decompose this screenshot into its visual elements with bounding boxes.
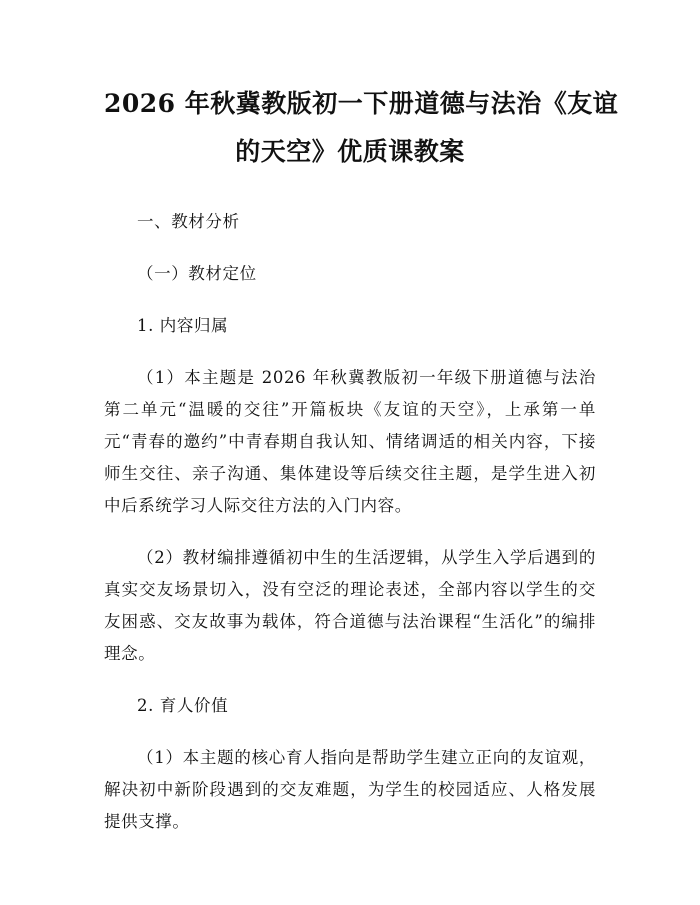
subsection-heading-material-positioning: （一）教材定位	[137, 264, 257, 283]
paragraph-content-attribution-2: （2）教材编排遵循初中生的生活逻辑，从学生入学后遇到的真实交友场景切入，没有空泛的理论表述，全部内容以学生的交友困惑、交友故事为载体，符合道德与法治课程“生活化”的编排理念。	[104, 548, 596, 663]
document-body	[104, 206, 596, 838]
title-line-2: 的天空》优质课教案	[235, 137, 465, 166]
item-heading-content-attribution: 1. 内容归属	[137, 316, 229, 335]
item-heading-educational-value: 2. 育人价值	[137, 696, 229, 715]
document-title	[104, 80, 619, 176]
paragraph-educational-value-1: （1）本主题的核心育人指向是帮助学生建立正向的友谊观，解决初中新阶段遇到的交友难题，为学生的校园适应、人格发展提供支撑。	[104, 748, 596, 831]
section-heading-teaching-material-analysis: 一、教材分析	[137, 212, 240, 231]
title-line-1: 2026 年秋冀教版初一下册道德与法治《友谊	[104, 89, 619, 118]
paragraph-content-attribution-1: （1）本主题是 2026 年秋冀教版初一年级下册道德与法治第二单元“温暖的交往”开篇板块《友谊的天空》，上承第一单元“青春的邀约”中青春期自我认知、情绪调适的相关内容，下接师生交往、亲子沟通、集体建设等后续交往主题，是学生进入初中后系统学习人际交往方法的入门内容。	[104, 368, 596, 515]
